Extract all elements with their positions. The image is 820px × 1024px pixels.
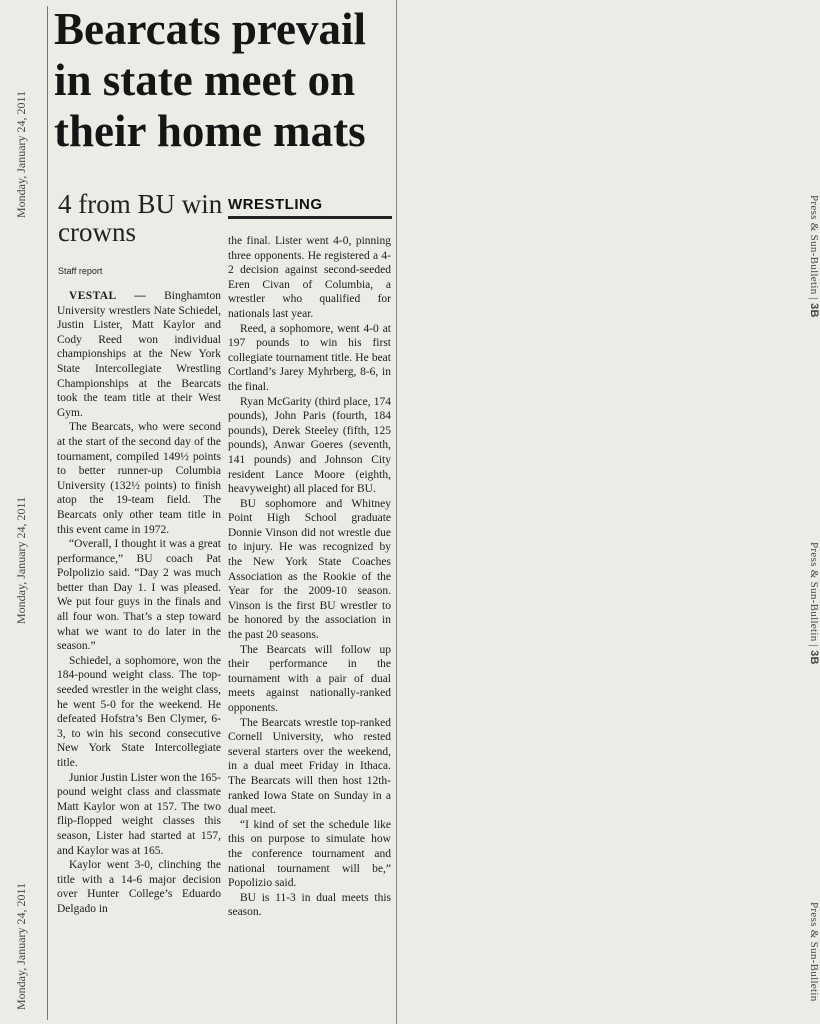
right-margin <box>400 0 820 1024</box>
folio-publication: Press & Sun-Bulletin <box>808 902 820 1002</box>
paragraph: Junior Justin Lister won the 165-pound weight class and classmate Matt Kaylor won at 157. The two flip-flopped weight classes this season, Lister had started at 157, and Kaylor was at 165. <box>57 771 221 857</box>
column-rule <box>47 6 48 1020</box>
left-margin <box>0 0 42 1024</box>
folio-page: 3B <box>808 650 820 665</box>
paragraph: The Bearcats will follow up their performance in the tournament with a pair of dual meets against nationally-ranked opponents. <box>228 643 391 714</box>
folio-separator: | <box>808 297 820 304</box>
margin-date: Monday, January 24, 2011 <box>14 496 28 624</box>
margin-folio <box>808 902 820 1002</box>
article-column-1 <box>57 289 221 917</box>
paragraph: the final. Lister went 4-0, pinning three opponents. He registered a 4-2 decision against second-seeded Eren Civan of Columbia, a wrestler who qualified for nationals last year. <box>228 235 391 320</box>
folio-publication: Press & Sun-Bulletin <box>808 195 820 295</box>
dateline: VESTAL — <box>69 290 147 302</box>
paragraph: “I kind of set the schedule like this on purpose to simulate how the conference tournament and national tournament will be,” Popolizio said. <box>228 818 391 890</box>
paragraph: The Bearcats wrestle top-ranked Cornell University, who rested several starters over the weekend, in a dual meet Friday in Ithaca. The Bearcats will then host 12th-ranked Iowa State on Sunday in a dual meet. <box>228 716 391 817</box>
margin-folio <box>808 195 820 318</box>
folio-page: 3B <box>808 303 820 318</box>
paragraph: Ryan McGarity (third place, 174 pounds), John Paris (fourth, 184 pounds), Derek Steeley (fifth, 125 pounds), Anwar Goeres (seventh, 141 pounds) and Johnson City resident Lance Moore (eighth, heavyweight) all placed for BU. <box>228 395 391 496</box>
margin-date: Monday, January 24, 2011 <box>14 90 28 218</box>
margin-date: Monday, January 24, 2011 <box>14 882 28 1010</box>
section-rule <box>228 216 392 219</box>
headline: Bearcats prevail in state meet on their home mats <box>54 4 367 156</box>
column-rule <box>396 0 397 1024</box>
paragraph: BU sophomore and Whitney Point High School graduate Donnie Vinson did not wrestle due to injury. He was recognized by the New York State Coaches Association as the Rookie of the Year for the 2009-10 season. Vinson is the first BU wrestler to be honored by the association in the past 20 seasons. <box>228 497 391 642</box>
section-label: WRESTLING <box>228 196 323 213</box>
paragraph: “Overall, I thought it was a great performance,” BU coach Pat Polpolizio said. “Day 2 was much better than Day 1. I was pleased. We put four guys in the finals and all four won. That’s a step toward what we want to do later in the season.” <box>57 538 221 653</box>
paragraph: Kaylor went 3-0, clinching the title with a 14-6 major decision over Hunter College’s Eduardo Delgado in <box>57 859 221 915</box>
paragraph: Reed, a sophomore, went 4-0 at 197 pounds to win his first collegiate tournament title. He beat Cortland’s Jarey Myhrberg, 8-6, in the final. <box>228 322 391 393</box>
byline: Staff report <box>58 266 103 276</box>
paragraph: BU is 11-3 in dual meets this season. <box>228 891 391 919</box>
paragraph-text: Binghamton University wrestlers Nate Schiedel, Justin Lister, Matt Kaylor and Cody Reed won individual championships at the New York State Intercollegiate Wrestling Championships at the Bearcats took the team title at their West Gym. <box>57 290 222 419</box>
margin-folio <box>808 542 820 665</box>
folio-separator: | <box>808 644 820 651</box>
paragraph: Schiedel, a sophomore, won the 184-pound weight class. The top-seeded wrestler in the weight class, he went 5-0 for the weekend. He defeated Hofstra’s Ben Clymer, 6-3, to win his second consecutive New York State Intercollegiate title. <box>57 654 221 769</box>
deck: 4 from BU win crowns <box>58 189 223 247</box>
paragraph <box>57 289 221 420</box>
paragraph: The Bearcats, who were second at the start of the second day of the tournament, compiled 149½ points to better runner-up Columbia University (132½ points) to finish atop the 19-team field. The Bearcats only other team title in this event came in 1972. <box>57 421 221 536</box>
article-column-2 <box>228 234 391 920</box>
folio-publication: Press & Sun-Bulletin <box>808 542 820 642</box>
